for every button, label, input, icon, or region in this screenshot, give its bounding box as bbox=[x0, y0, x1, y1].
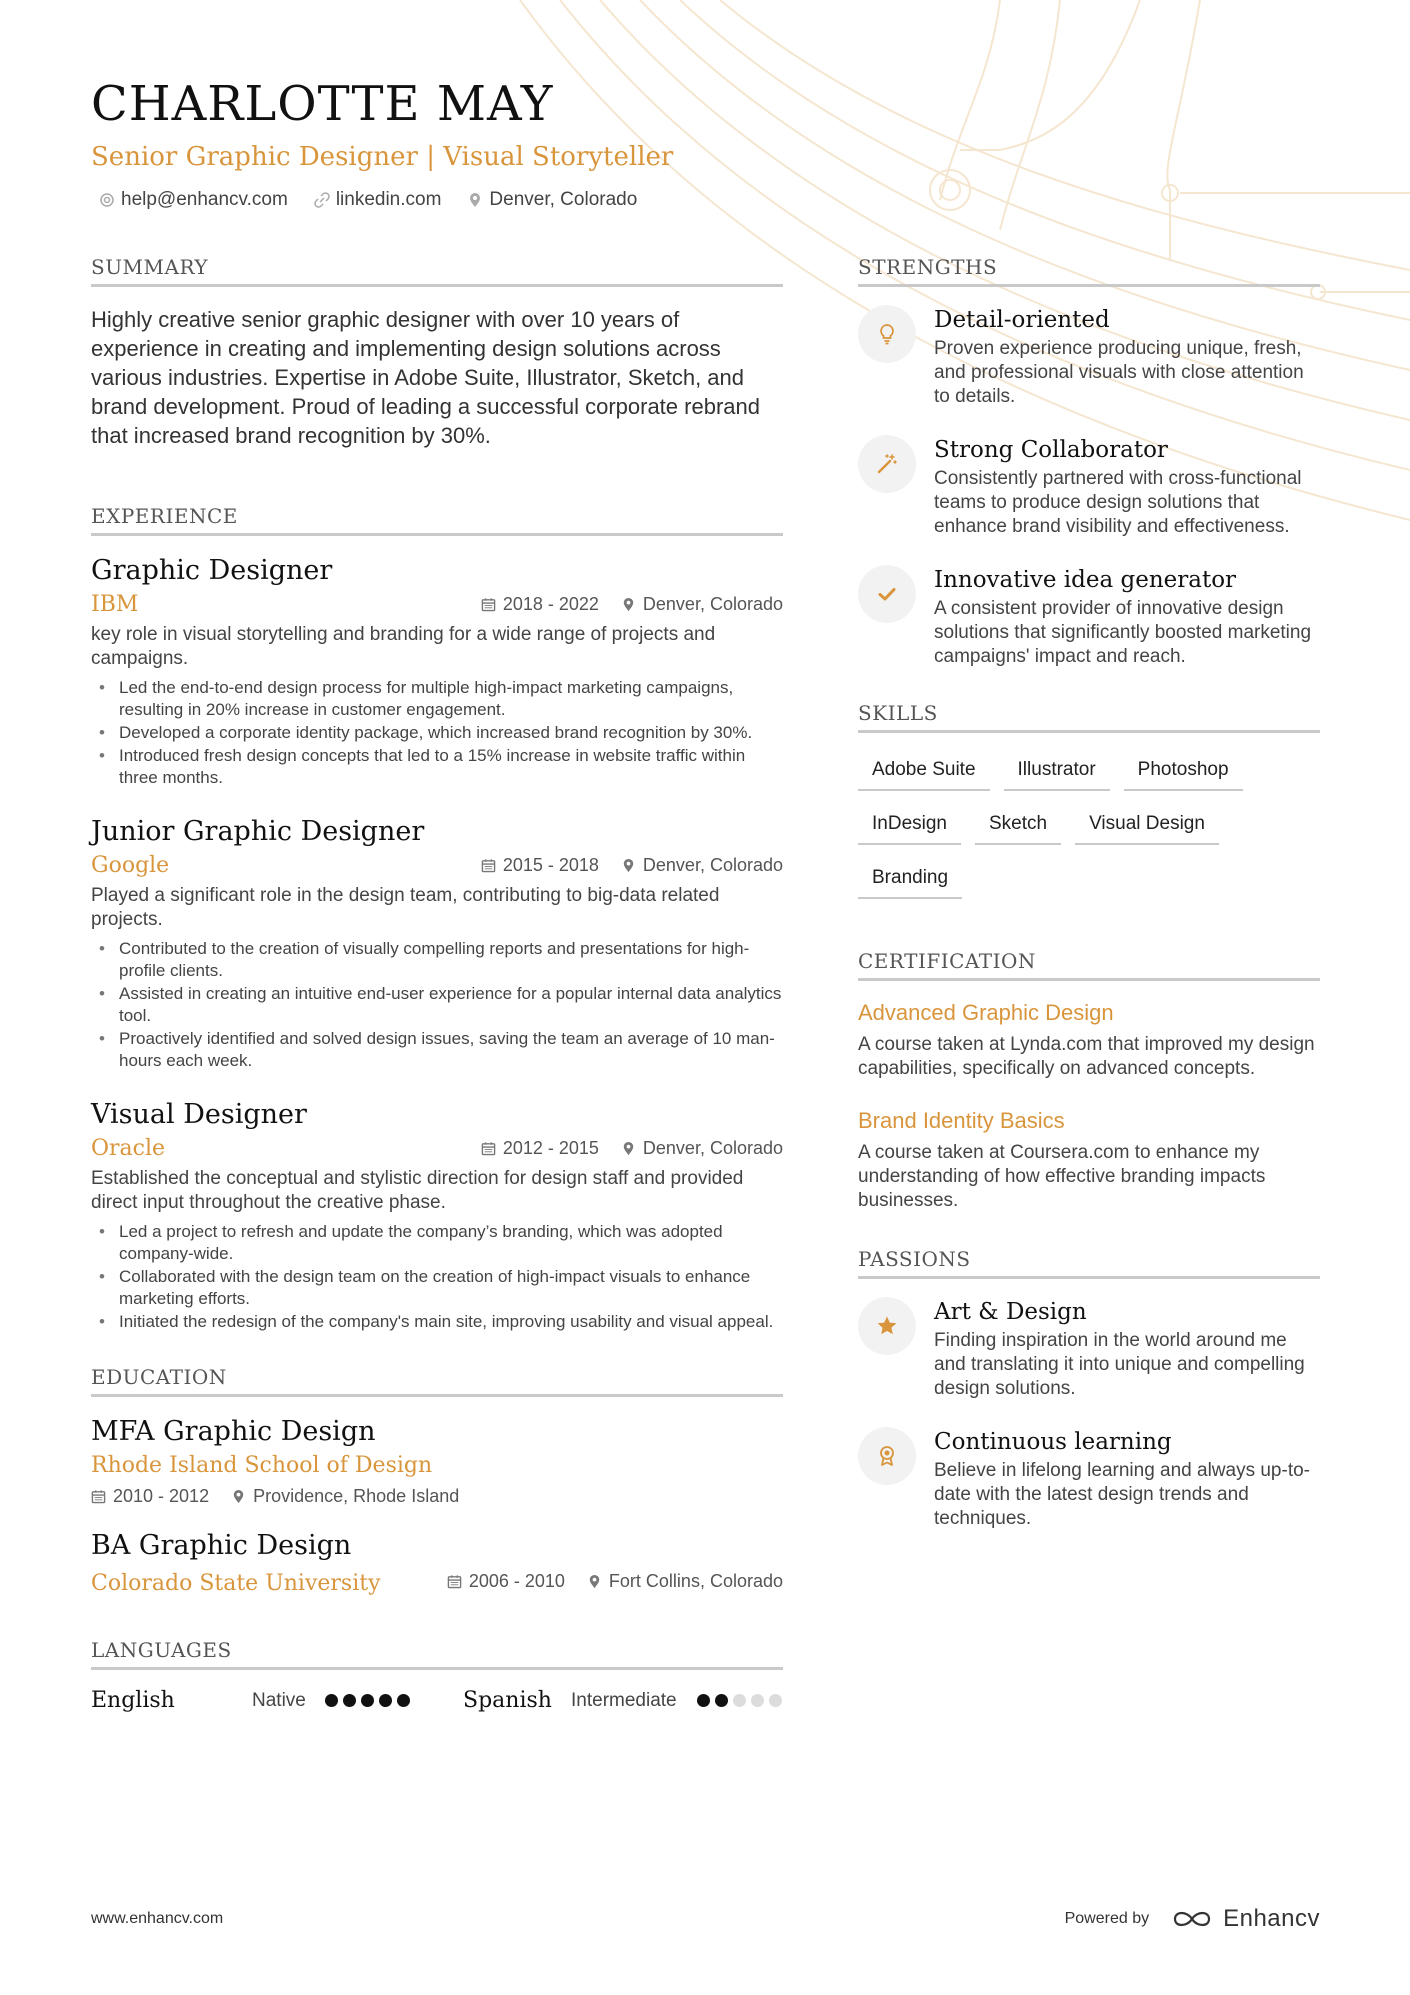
contact-linkedin-text[interactable]: linkedin.com bbox=[335, 189, 442, 210]
certification-title: Brand Identity Basics bbox=[858, 1108, 1065, 1133]
checkmark-icon bbox=[875, 582, 899, 606]
job-bullet: • Proactively identified and solved design issues, saving the team an average of 10 man-hours each week. bbox=[91, 1028, 783, 1072]
job-location: Denver, Colorado bbox=[642, 855, 783, 875]
calendar-icon bbox=[481, 1141, 496, 1156]
rating-dot-empty bbox=[751, 1694, 764, 1707]
summary-text: Highly creative senior graphic designer with over 10 years of experience in creating and implementing design solutions across various industries. Expertise in Adobe Suite, Illustrator, Sketch, and brand development. Proud of leading a successful corporate rebrand that increased brand recognition by 30%. bbox=[91, 307, 760, 448]
brand-name: Enhancv bbox=[1223, 1905, 1320, 1932]
rating-dot-filled bbox=[343, 1694, 356, 1707]
job-bullet: • Assisted in creating an intuitive end-user experience for a popular internal data analytics tool. bbox=[91, 983, 783, 1027]
section-heading: CERTIFICATION bbox=[858, 949, 1320, 981]
footer-powered-by: Powered by bbox=[1064, 1910, 1150, 1927]
rating-dot-filled bbox=[361, 1694, 374, 1707]
candidate-title: Senior Graphic Designer | Visual Storyteller bbox=[91, 142, 674, 172]
experience-section bbox=[91, 504, 783, 1333]
education-section bbox=[91, 1365, 783, 1596]
skill-tag: Branding bbox=[858, 859, 962, 899]
passion-title: Art & Design bbox=[934, 1299, 1087, 1325]
strength-title: Strong Collaborator bbox=[934, 437, 1168, 463]
job-bullet: • Contributed to the creation of visually compelling reports and presentations for high-profile clients. bbox=[91, 938, 783, 982]
school-name: Rhode Island School of Design bbox=[91, 1453, 433, 1478]
skill-tag: Adobe Suite bbox=[858, 751, 990, 791]
section-heading: EDUCATION bbox=[91, 1365, 783, 1397]
summary-section bbox=[91, 255, 783, 450]
rating-dot-filled bbox=[715, 1694, 728, 1707]
strength-item bbox=[858, 435, 1320, 539]
strength-description: Consistently partnered with cross-functional teams to produce design solutions that enhance brand visibility and effectiveness. bbox=[934, 468, 1302, 537]
rating-dot-filled bbox=[397, 1694, 410, 1707]
education-dates: 2010 - 2012 bbox=[113, 1486, 210, 1506]
star-icon bbox=[875, 1314, 899, 1338]
section-heading: SUMMARY bbox=[91, 255, 783, 287]
skill-tag: Illustrator bbox=[1004, 751, 1110, 791]
calendar-icon bbox=[481, 858, 496, 873]
job-bullet: • Led the end-to-end design process for multiple high-impact marketing campaigns, resulting in 20% increase in customer engagement. bbox=[91, 677, 783, 721]
contact-email-text[interactable]: help@enhancv.com bbox=[121, 189, 288, 210]
job-title: Visual Designer bbox=[91, 1099, 307, 1130]
job-dates: 2018 - 2022 bbox=[502, 594, 599, 614]
company-name: IBM bbox=[91, 592, 139, 617]
certification-description: A course taken at Coursera.com to enhance my understanding of how effective branding impacts businesses. bbox=[858, 1142, 1266, 1211]
education-entry bbox=[91, 1529, 783, 1596]
language-name: English bbox=[91, 1688, 175, 1713]
right-column bbox=[858, 255, 1320, 1557]
location-pin-icon bbox=[621, 1141, 636, 1156]
job-bullet: • Introduced fresh design concepts that led to a 15% increase in website traffic within three months. bbox=[91, 745, 783, 789]
job-dates: 2012 - 2015 bbox=[502, 1138, 599, 1158]
education-location: Providence, Rhode Island bbox=[253, 1486, 460, 1506]
job-location: Denver, Colorado bbox=[642, 1138, 783, 1158]
job-dates: 2015 - 2018 bbox=[502, 855, 599, 875]
section-heading: STRENGTHS bbox=[858, 255, 1320, 287]
skill-tag: InDesign bbox=[858, 805, 961, 845]
languages-section bbox=[91, 1638, 783, 1713]
page-footer bbox=[91, 1905, 1320, 1933]
calendar-icon bbox=[91, 1489, 106, 1504]
strength-title: Innovative idea generator bbox=[934, 567, 1237, 593]
passion-description: Finding inspiration in the world around me and translating it into unique and compelling design solutions. bbox=[934, 1330, 1305, 1399]
location-pin-icon bbox=[621, 597, 636, 612]
location-pin-icon bbox=[467, 192, 483, 208]
enhancv-logo[interactable] bbox=[1169, 1905, 1320, 1933]
language-level: Native bbox=[252, 1689, 306, 1711]
skill-tag: Sketch bbox=[975, 805, 1061, 845]
certification-section bbox=[858, 949, 1320, 1213]
job-entry bbox=[91, 554, 783, 789]
passion-item bbox=[858, 1427, 1320, 1531]
passions-section bbox=[858, 1247, 1320, 1531]
job-bullet: • Collaborated with the design team on the creation of high-impact visuals to enhance marketing efforts. bbox=[91, 1266, 783, 1310]
award-ribbon-icon bbox=[875, 1444, 899, 1468]
degree-title: BA Graphic Design bbox=[91, 1530, 352, 1561]
contact-linkedin[interactable] bbox=[314, 189, 442, 211]
at-sign-icon bbox=[99, 192, 115, 208]
section-heading: EXPERIENCE bbox=[91, 504, 783, 536]
job-bullet: • Led a project to refresh and update the company’s branding, which was adopted company-wide. bbox=[91, 1221, 783, 1265]
strengths-section bbox=[858, 255, 1320, 669]
strength-description: Proven experience producing unique, fresh, and professional visuals with close attention to details. bbox=[934, 338, 1304, 407]
left-column bbox=[91, 255, 783, 1713]
school-name: Colorado State University bbox=[91, 1571, 381, 1596]
job-description: Played a significant role in the design team, contributing to big-data related projects. bbox=[91, 885, 720, 930]
education-location: Fort Collins, Colorado bbox=[608, 1571, 783, 1591]
infinity-logo-icon bbox=[1169, 1907, 1215, 1931]
language-row bbox=[91, 1688, 783, 1713]
rating-dot-filled bbox=[379, 1694, 392, 1707]
link-icon bbox=[314, 192, 330, 208]
language-rating-dots bbox=[325, 1694, 463, 1707]
lightbulb-icon bbox=[875, 322, 899, 346]
skill-tag: Photoshop bbox=[1124, 751, 1243, 791]
calendar-icon bbox=[447, 1574, 462, 1589]
passion-description: Believe in lifelong learning and always up-to-date with the latest design trends and techniques. bbox=[934, 1460, 1311, 1529]
rating-dot-filled bbox=[697, 1694, 710, 1707]
job-title: Junior Graphic Designer bbox=[91, 816, 425, 847]
degree-title: MFA Graphic Design bbox=[91, 1416, 376, 1447]
language-rating-dots bbox=[697, 1694, 782, 1707]
job-description: Established the conceptual and stylistic direction for design staff and provided direct input throughout the creative phase. bbox=[91, 1168, 744, 1213]
location-pin-icon bbox=[621, 858, 636, 873]
rating-dot-empty bbox=[769, 1694, 782, 1707]
section-heading: PASSIONS bbox=[858, 1247, 1320, 1279]
education-entry bbox=[91, 1415, 783, 1507]
job-location: Denver, Colorado bbox=[642, 594, 783, 614]
job-bullet: • Developed a corporate identity package, which increased brand recognition by 30%. bbox=[91, 722, 783, 744]
strength-item bbox=[858, 305, 1320, 409]
certification-title: Advanced Graphic Design bbox=[858, 1000, 1114, 1025]
calendar-icon bbox=[481, 597, 496, 612]
rating-dot-filled bbox=[325, 1694, 338, 1707]
contact-location bbox=[467, 189, 637, 211]
certification-item bbox=[858, 1107, 1320, 1213]
candidate-name: CHARLOTTE MAY bbox=[91, 76, 554, 132]
job-entry bbox=[91, 1098, 783, 1333]
strength-item bbox=[858, 565, 1320, 669]
contact-location-text: Denver, Colorado bbox=[489, 189, 638, 210]
rating-dot-empty bbox=[733, 1694, 746, 1707]
job-bullet: • Initiated the redesign of the company's main site, improving usability and visual appeal. bbox=[91, 1311, 783, 1333]
section-heading: SKILLS bbox=[858, 701, 1320, 733]
language-level: Intermediate bbox=[571, 1689, 677, 1711]
language-name: Spanish bbox=[463, 1688, 552, 1713]
strength-description: A consistent provider of innovative design solutions that significantly boosted marketing campaigns' impact and reach. bbox=[934, 598, 1312, 667]
resume-header bbox=[91, 75, 991, 211]
location-pin-icon bbox=[587, 1574, 602, 1589]
footer-website[interactable]: www.enhancv.com bbox=[91, 1910, 224, 1927]
strength-title: Detail-oriented bbox=[934, 307, 1110, 333]
company-name: Google bbox=[91, 853, 170, 878]
contact-email[interactable] bbox=[99, 189, 288, 211]
certification-item bbox=[858, 999, 1320, 1081]
location-pin-icon bbox=[231, 1489, 246, 1504]
contact-row bbox=[91, 189, 991, 211]
skills-section bbox=[858, 701, 1320, 899]
passion-title: Continuous learning bbox=[934, 1429, 1172, 1455]
job-description: key role in visual storytelling and branding for a wide range of projects and campaigns. bbox=[91, 624, 716, 669]
magic-wand-icon bbox=[875, 452, 899, 476]
section-heading: LANGUAGES bbox=[91, 1638, 783, 1670]
skill-tag: Visual Design bbox=[1075, 805, 1219, 845]
job-title: Graphic Designer bbox=[91, 555, 333, 586]
certification-description: A course taken at Lynda.com that improved my design capabilities, specifically on advanced concepts. bbox=[858, 1034, 1315, 1079]
company-name: Oracle bbox=[91, 1136, 166, 1161]
job-entry bbox=[91, 815, 783, 1072]
passion-item bbox=[858, 1297, 1320, 1401]
education-dates: 2006 - 2010 bbox=[468, 1571, 565, 1591]
